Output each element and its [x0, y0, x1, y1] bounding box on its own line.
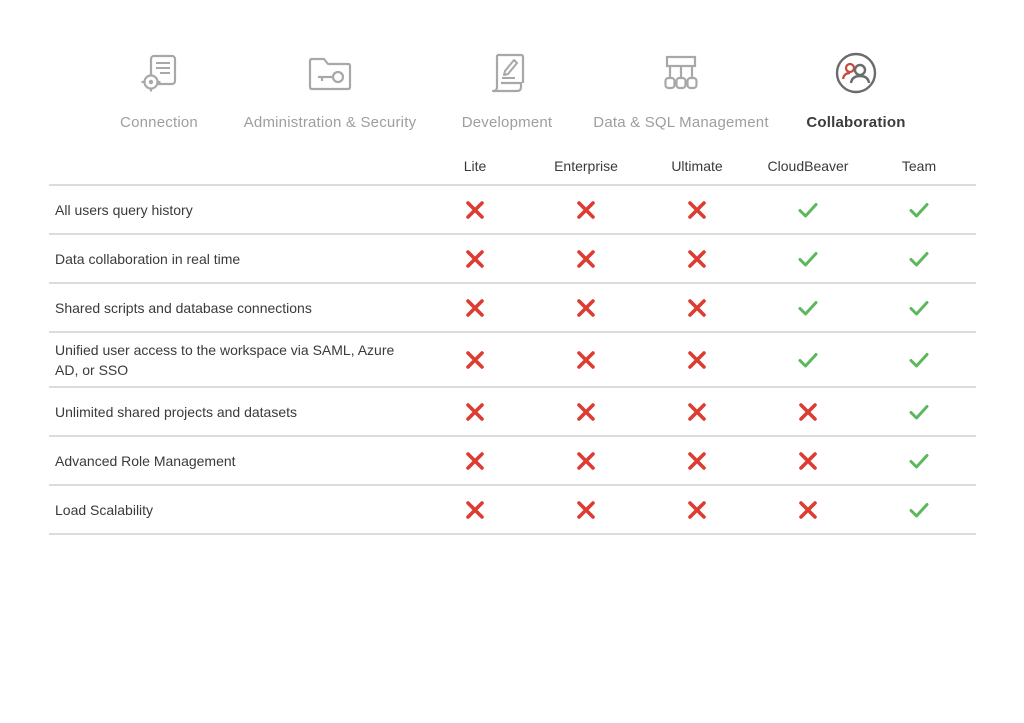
- tab-development[interactable]: [452, 50, 562, 131]
- tab-data-sql-management[interactable]: [585, 50, 777, 131]
- table-body: [49, 186, 976, 535]
- check-icon: [907, 498, 931, 522]
- tab-label: Administration & Security: [243, 114, 417, 131]
- column-header-team: Team: [901, 158, 937, 174]
- cross-icon: [685, 449, 709, 473]
- feature-label: Advanced Role Management: [55, 452, 236, 469]
- feature-label: Data collaboration in real time: [55, 250, 241, 267]
- cross-icon: [685, 198, 709, 222]
- cross-icon: [463, 449, 487, 473]
- document-pen-icon: [484, 50, 530, 96]
- check-icon: [796, 198, 820, 222]
- check-icon: [796, 296, 820, 320]
- check-icon: [907, 400, 931, 424]
- cross-icon: [463, 348, 487, 372]
- feature-label: Shared scripts and database connections: [55, 299, 312, 316]
- check-icon: [907, 449, 931, 473]
- hierarchy-icon: [658, 50, 704, 96]
- cross-icon: [685, 498, 709, 522]
- check-icon: [796, 247, 820, 271]
- feature-label: Unlimited shared projects and datasets: [55, 403, 298, 420]
- table-row: [49, 235, 976, 284]
- table-row: [49, 388, 976, 437]
- column-header-enterprise: Enterprise: [554, 158, 618, 174]
- cross-icon: [685, 400, 709, 424]
- feature-label: Load Scalability: [55, 501, 154, 518]
- cross-icon: [574, 348, 598, 372]
- tab-collaboration[interactable]: [801, 50, 911, 131]
- tab-label: Connection: [120, 114, 198, 131]
- cross-icon: [463, 498, 487, 522]
- check-icon: [907, 296, 931, 320]
- cross-icon: [685, 348, 709, 372]
- table-row: [49, 333, 976, 388]
- cross-icon: [796, 400, 820, 424]
- tab-label: Collaboration: [806, 114, 906, 131]
- category-tabs: [0, 0, 1024, 140]
- check-icon: [907, 348, 931, 372]
- cross-icon: [685, 296, 709, 320]
- check-icon: [907, 198, 931, 222]
- column-header-lite: Lite: [463, 158, 487, 174]
- cross-icon: [685, 247, 709, 271]
- cross-icon: [463, 198, 487, 222]
- cross-icon: [463, 247, 487, 271]
- tab-label: Data & SQL Management: [593, 114, 769, 131]
- cross-icon: [574, 296, 598, 320]
- cross-icon: [463, 296, 487, 320]
- table-header: [49, 150, 976, 186]
- feature-label: Unified user access to the workspace via SAML, Azure AD, or SSO: [55, 341, 395, 378]
- check-icon: [796, 348, 820, 372]
- column-header-cloudbeaver: CloudBeaver: [767, 158, 849, 174]
- column-header-ultimate: Ultimate: [671, 158, 723, 174]
- table-row: [49, 186, 976, 235]
- cross-icon: [574, 498, 598, 522]
- check-icon: [907, 247, 931, 271]
- comparison-table: [49, 150, 976, 535]
- collaboration-users-icon: [833, 50, 879, 96]
- feature-label: All users query history: [55, 201, 193, 218]
- cross-icon: [796, 449, 820, 473]
- cross-icon: [574, 198, 598, 222]
- cross-icon: [796, 498, 820, 522]
- table-row: [49, 486, 976, 535]
- cross-icon: [574, 449, 598, 473]
- tab-label: Development: [461, 114, 553, 131]
- tab-administration-security[interactable]: [230, 50, 430, 131]
- table-row: [49, 284, 976, 333]
- connection-settings-icon: [136, 50, 182, 96]
- cross-icon: [574, 247, 598, 271]
- cross-icon: [463, 400, 487, 424]
- table-row: [49, 437, 976, 486]
- folder-key-icon: [307, 50, 353, 96]
- cross-icon: [574, 400, 598, 424]
- tab-connection[interactable]: [109, 50, 209, 131]
